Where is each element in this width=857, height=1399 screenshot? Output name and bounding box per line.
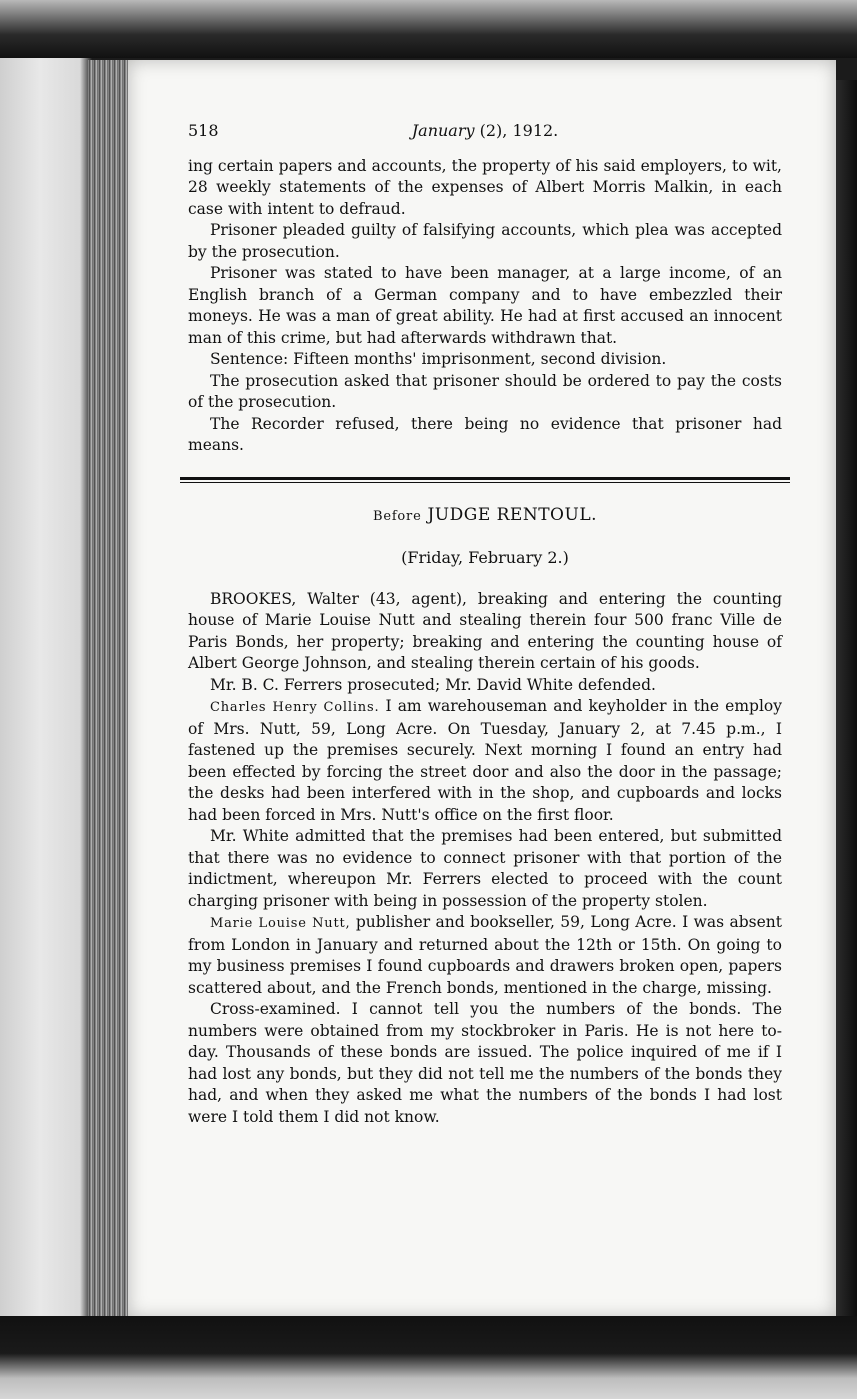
court-title [188,505,782,528]
divider-thick-rule [180,477,790,480]
case2-cross-examination: Cross-examined. I cannot tell you the numbers of the bonds. The numbers were obtained from my stockbroker in Paris. He is not here to-day. Thousands of these bonds are issued. The police inquired of me if I had lost any bonds, but they did not tell me the numbers of the bonds they had, and when they asked me what the numbers of the bonds I had lost were I told them I did not know. [188,1000,782,1126]
page-content [188,120,782,1128]
divider-thin-rule [180,482,790,483]
case1-paragraph-1: ing certain papers and accounts, the property of his said employers, to wit, 28 weekly statements of the expenses of Albert Morris Malkin, in each case with intent to defraud. [188,156,782,218]
case1-paragraph-2: Prisoner pleaded guilty of falsifying accounts, which plea was accepted by the prosecution. [188,221,782,261]
page-number: 518 [188,121,219,140]
section-divider [180,477,790,483]
session-date: (Friday, February 2.) [401,548,569,567]
case2-counsel: Mr. B. C. Ferrers prosecuted; Mr. David White defended. [210,675,656,694]
running-head-rest: (2), 1912. [474,121,559,140]
book-right-shadow [836,80,857,1316]
book-page [128,60,836,1318]
case1-paragraph-3: Prisoner was stated to have been manager, at a large income, of an English branch of a German company and to have embezzled their moneys. He was a man of great ability. He had at first accused an innocent man of this crime, but had afterwards withdrawn that. [188,264,782,347]
case1-paragraph-5: The prosecution asked that prisoner should be ordered to pay the costs of the prosecution. [188,371,782,411]
case2-witness-collins [188,696,782,826]
witness-name-collins: Charles Henry Collins. [210,700,380,715]
witness-testimony-collins: I am warehouseman and keyholder in the employ of Mrs. Nutt, 59, Long Acre. On Tuesday, January 2, at 7.45 p.m., I fastened up the premises securely. Next morning I found an entry had been effected by forcing the street door and also the door in the passage; the desks had been interfered with in the shop, and cupboards and locks had been forced in Mrs. Nutt's office on the first floor. [188,697,782,824]
court-title-judge: JUDGE RENTOUL. [421,504,598,525]
running-head-month: January [411,121,475,140]
page-header [188,120,782,142]
book-page-edges [88,60,130,1318]
case1-sentence: Sentence: Fifteen months' imprisonment, second division. [210,350,667,368]
running-head [228,120,782,142]
scan-top-shadow [0,0,857,58]
court-title-prefix: Before [372,508,422,524]
case2-witness-nutt [188,912,782,999]
scan-bottom-shadow [0,1316,857,1399]
case1-paragraph-6: The Recorder refused, there being no evidence that prisoner had means. [188,414,782,454]
case2-submission: Mr. White admitted that the premises had been entered, but submitted that there was no evidence to connect prisoner with that portion of the indictment, whereupon Mr. Ferrers elected to proceed with the count charging prisoner with being in possession of the property stolen. [188,827,782,910]
witness-name-nutt: Marie Louise Nutt, [210,916,351,931]
case2-indictment: BROOKES, Walter (43, agent), breaking and entering the counting house of Marie Louise Nutt and stealing therein four 500 franc Ville de Paris Bonds, her property; breaking and entering the counting house of Albert George Johnson, and stealing therein certain of his goods. [188,589,782,672]
witness-testimony-nutt: publisher and bookseller, 59, Long Acre. I was absent from London in January and returned about the 12th or 15th. On going to my business premises I found cupboards and drawers broken open, papers scattered about, and the French bonds, mentioned in the charge, missing. [188,913,782,997]
